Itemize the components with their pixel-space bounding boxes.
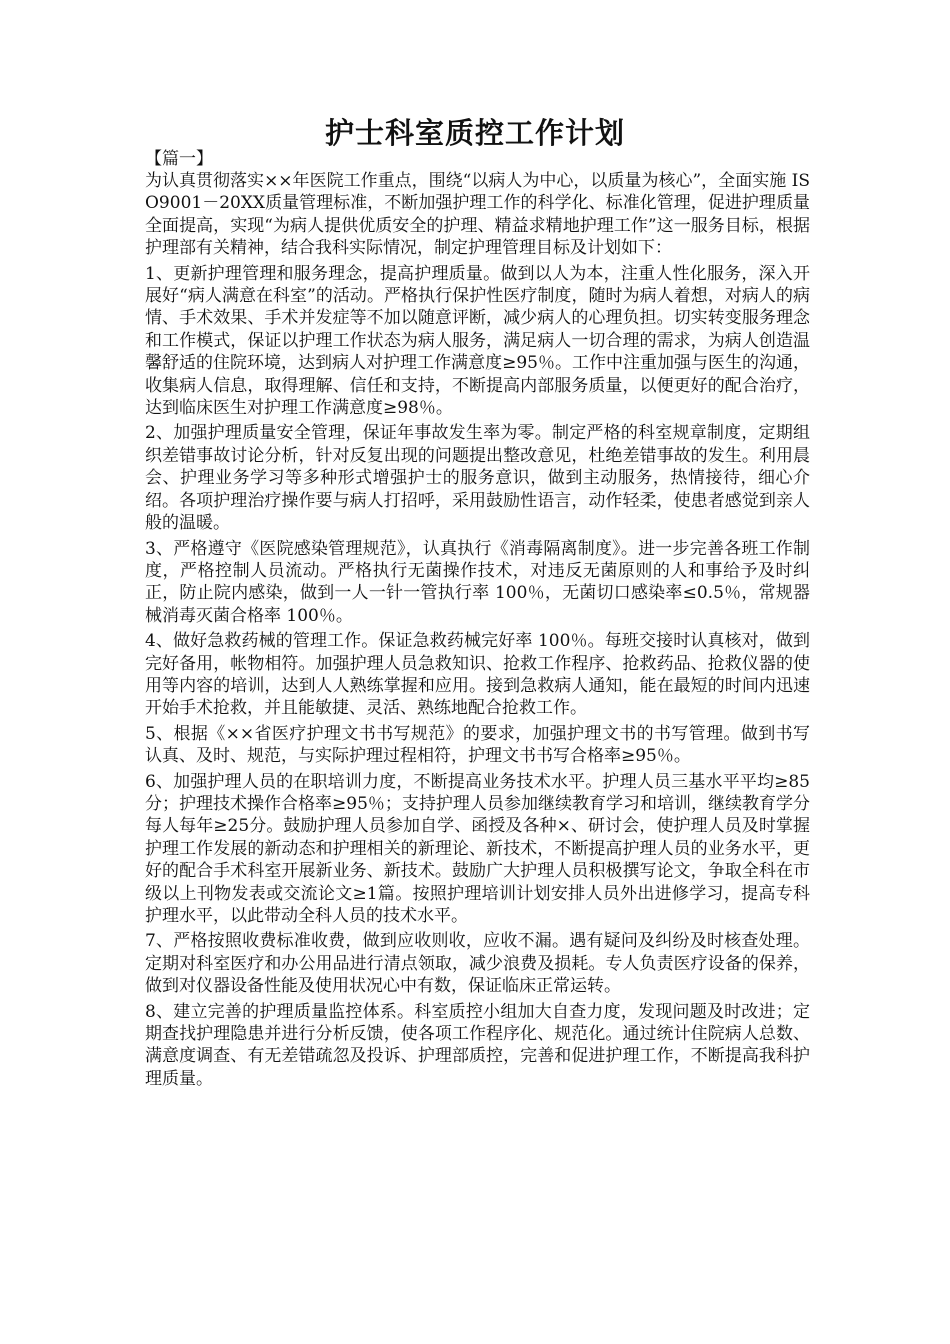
intro-paragraph: 为认真贯彻落实××年医院工作重点，围绕“以病人为中心，以质量为核心”，全面实施 ISO9001－20XX质量管理标准，不断加强护理工作的科学化、标准化管理，促进护理质量全面提高，实现“为病人提供优质安全的护理、精益求精地护理工作”这一服务目标，根据护理部有关精神，结合我科实际情况，制定护理管理目标及计划如下： xyxy=(145,171,810,259)
paragraph-item-4: 4、做好急救药械的管理工作。保证急救药械完好率 100％。每班交接时认真核对，做到完好备用，帐物相符。加强护理人员急救知识、抢救工作程序、抢救药品、抢救仪器的使用等内容的培训，达到人人熟练掌握和应用。接到急救病人通知，能在最短的时间内迅速开始手术抢救，并且能敏捷、灵活、熟练地配合抢救工作。 xyxy=(145,631,810,719)
paragraph-item-2: 2、加强护理质量安全管理，保证年事故发生率为零。制定严格的科室规章制度，定期组织差错事故讨论分析，针对反复出现的问题提出整改意见，杜绝差错事故的发生。利用晨会、护理业务学习等多种形式增强护士的服务意识，做到主动服务，热情接待，细心介绍。各项护理治疗操作要与病人打招呼，采用鼓励性语言，动作轻柔，使患者感觉到亲人般的温暖。 xyxy=(145,423,810,534)
paragraph-item-1: 1、更新护理管理和服务理念，提高护理质量。做到以人为本，注重人性化服务，深入开展好“病人满意在科室”的活动。严格执行保护性医疗制度，随时为病人着想，对病人的病情、手术效果、手术并发症等不加以随意评断，减少病人的心理负担。切实转变服务理念和工作模式，保证以护理工作状态为病人服务，满足病人一切合理的需求，为病人创造温馨舒适的住院环境，达到病人对护理工作满意度≥95％。工作中注重加强与医生的沟通，收集病人信息，取得理解、信任和支持，不断提高内部服务质量，以便更好的配合治疗，达到临床医生对护理工作满意度≥98％。 xyxy=(145,263,810,419)
paragraph-item-5: 5、根据《××省医疗护理文书书写规范》的要求，加强护理文书的书写管理。做到书写认真、及时、规范，与实际护理过程相符，护理文书书写合格率≥95％。 xyxy=(145,723,810,767)
section-label: 【篇一】 xyxy=(145,149,213,169)
document-title: 护士科室质控工作计划 xyxy=(324,116,625,150)
paragraph-item-8: 8、建立完善的护理质量监控体系。科室质控小组加大自查力度，发现问题及时改进；定期查找护理隐患并进行分析反馈，使各项工作程序化、规范化。通过统计住院病人总数、满意度调查、有无差错疏忽及投诉、护理部质控，完善和促进护理工作，不断提高我科护理质量。 xyxy=(145,1001,810,1089)
paragraph-item-3: 3、严格遵守《医院感染管理规范》，认真执行《消毒隔离制度》。进一步完善各班工作制度，严格控制人员流动。严格执行无菌操作技术，对违反无菌原则的人和事给予及时纠正，防止院内感染，做到一人一针一管执行率 100％，无菌切口感染率≤0.5％，常规器械消毒灭菌合格率 100％。 xyxy=(145,538,810,626)
document-body xyxy=(145,170,810,1093)
paragraph-item-6: 6、加强护理人员的在职培训力度，不断提高业务技术水平。护理人员三基水平平均≥85分；护理技术操作合格率≥95％；支持护理人员参加继续教育学习和培训，继续教育学分每人每年≥25分。鼓励护理人员参加自学、函授及各种×、研讨会，使护理人员及时掌握护理工作发展的新动态和护理相关的新理论、新技术，不断提高护理人员的业务水平，更好的配合手术科室开展新业务、新技术。鼓励广大护理人员积极撰写论文，争取全科在市级以上刊物发表或交流论文≥1篇。按照护理培训计划安排人员外出进修学习，提高专科护理水平，以此带动全科人员的技术水平。 xyxy=(145,771,810,926)
paragraph-item-7: 7、严格按照收费标准收费，做到应收则收，应收不漏。遇有疑问及纠纷及时核查处理。定期对科室医疗和办公用品进行清点领取，减少浪费及损耗。专人负责医疗设备的保养，做到对仪器设备性能及使用状况心中有数，保证临床正常运转。 xyxy=(145,931,810,997)
